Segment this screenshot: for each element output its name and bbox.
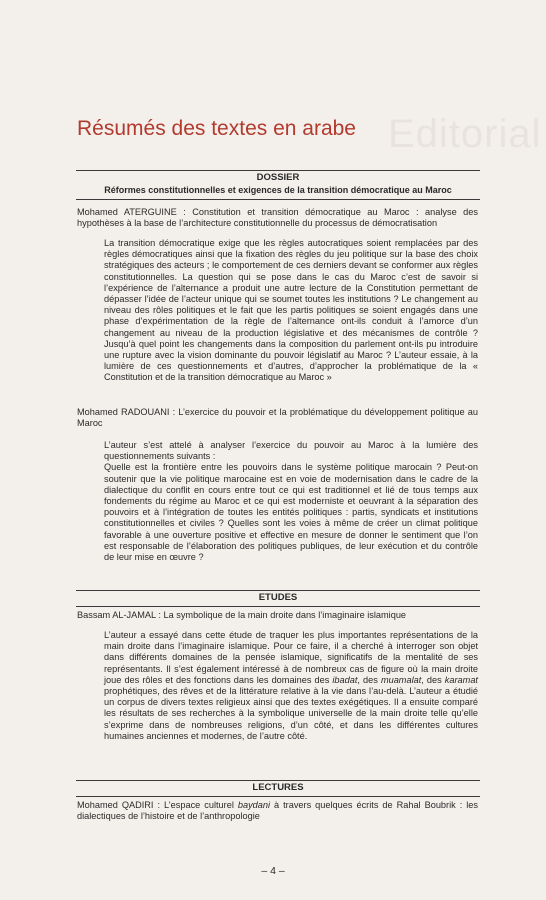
article-abstract-aterguine — [104, 238, 478, 384]
term-baydani: baydani — [237, 800, 271, 810]
article-abstract-al-jamal — [104, 630, 478, 742]
term-muamalat: muamalat — [380, 674, 422, 685]
article-abstract-radouani — [104, 440, 478, 563]
article-entry-al-jamal: Bassam AL-JAMAL : La symbolique de la main droite dans l’imaginaire islamique — [77, 610, 407, 620]
dossier-label: DOSSIER — [256, 172, 300, 183]
page-number: – 4 – — [261, 865, 285, 877]
article-entry-qadiri: Mohamed QADIRI : L’espace culturel baydani à travers quelques écrits de Rahal Boubrik : les dialectiques de l’histoire et de l’anthropologie — [77, 800, 478, 822]
etudes-top-rule — [76, 590, 480, 591]
article-entry-radouani: Mohamed RADOUANI : L’exercice du pouvoir et la problématique du développement politique au Maroc — [77, 407, 478, 429]
term-karamat: karamat — [444, 674, 478, 685]
dossier-top-rule — [76, 170, 480, 171]
lectures-label: LECTURES — [252, 782, 304, 793]
etudes-label: ETUDES — [258, 592, 298, 603]
abstract-text: L’auteur a essayé dans cette étude de traquer les plus importantes représentations de la main droite dans l’imaginaire islamique. Pour ce faire, il a cherché à interroger son objet dans différents domaines de la pensée islamique, significatifs de la mentalité de ses représentants. Il s’est également intéressé à de nombreux cas de figure où la main droite joue des rôles et des fonctions dans les domaines des ibadat, des muamalat, des karamat prophétiques, des rêves et de la littérature relative à la vie dans l’au-delà. L’auteur a étudié un corpus de divers textes religieux ainsi que des textes exégétiques. Il a ensuite comparé les résultats de ses recherches à la symbolique universelle de la main droite telle qu’elle s’exprime dans de nombreuses religions, d’un côté, et dans les différentes cultures humaines anciennes et modernes, de l’autre côté. — [104, 630, 478, 741]
page-title: Résumés des textes en arabe — [77, 117, 356, 140]
abstract-text: Quelle est la frontière entre les pouvoirs dans le système politique marocain ? Peut-on soutenir que la vie politique marocaine est en voie de modernisation dans le cadre de la dialectique du conflit en cours entre tout ce qui est traditionnel et lié de tous temps aux fondements du régime au Maroc et ce qui est moderniste et oeuvrant à la séparation des pouvoirs et à l’intégration de toutes les entités politiques : partis, syndicats et institutions constitutionnelles et civiles ? Quelles sont les voies à même de créer un climat politique favorable à une ouverture positive et effective en mesure de donner le sentiment que l’on est responsable de l’élaboration des politiques publiques, de leur exécution et du contrôle de leur mise en œuvre ? — [104, 462, 478, 563]
etudes-bottom-rule — [76, 606, 480, 607]
dossier-subtitle: Réformes constitutionnelles et exigences de la transition démocratique au Maroc — [104, 185, 452, 195]
lectures-bottom-rule — [76, 796, 480, 797]
abstract-intro: L’auteur s’est attelé à analyser l’exercice du pouvoir au Maroc à la lumière des questionnements suivants : — [104, 440, 478, 462]
article-entry-aterguine: Mohamed ATERGUINE : Constitution et transition démocratique au Maroc : analyse des hypothèses à la base de l’architecture constitutionnelle du processus de démocratisation — [77, 207, 478, 229]
lectures-top-rule — [76, 780, 480, 781]
background-heading: Editorial — [388, 112, 542, 156]
term-ibadat: ibadat — [332, 674, 358, 685]
dossier-bottom-rule — [76, 199, 480, 200]
abstract-text: La transition démocratique exige que les règles autocratiques soient remplacées par des règles démocratiques ainsi que la fixation des règles du jeu politique sur la base des choix stratégiques des acteurs ; le comportement de ces derniers devant se conformer aux règles constitutionnelles. La question qui se pose dans le cas du Maroc c’est de savoir si l’expérience de l’alternance a produit une autre lecture de la Constitution permettant de dépasser l’idée de l’acteur unique qui se soumet toutes les institutions ? Le changement au niveau des rôles politiques et le fait que les partis politiques se soient engagés dans une phase d’expérimentation de la règle de l’alternance ont-ils conduit à l’amorce d’un changement au niveau de la production législative et des mécanismes de contrôle ? Jusqu’à quel point les changements dans la composition du parlement ont-ils pu introduire une rupture avec la vision dominante du pouvoir législatif au Maroc ? L’auteur essaie, à la lumière de ces questionnements et d’autres, d’approcher la problématique de la « Constitution et de la transition démocratique au Maroc » — [104, 238, 478, 383]
